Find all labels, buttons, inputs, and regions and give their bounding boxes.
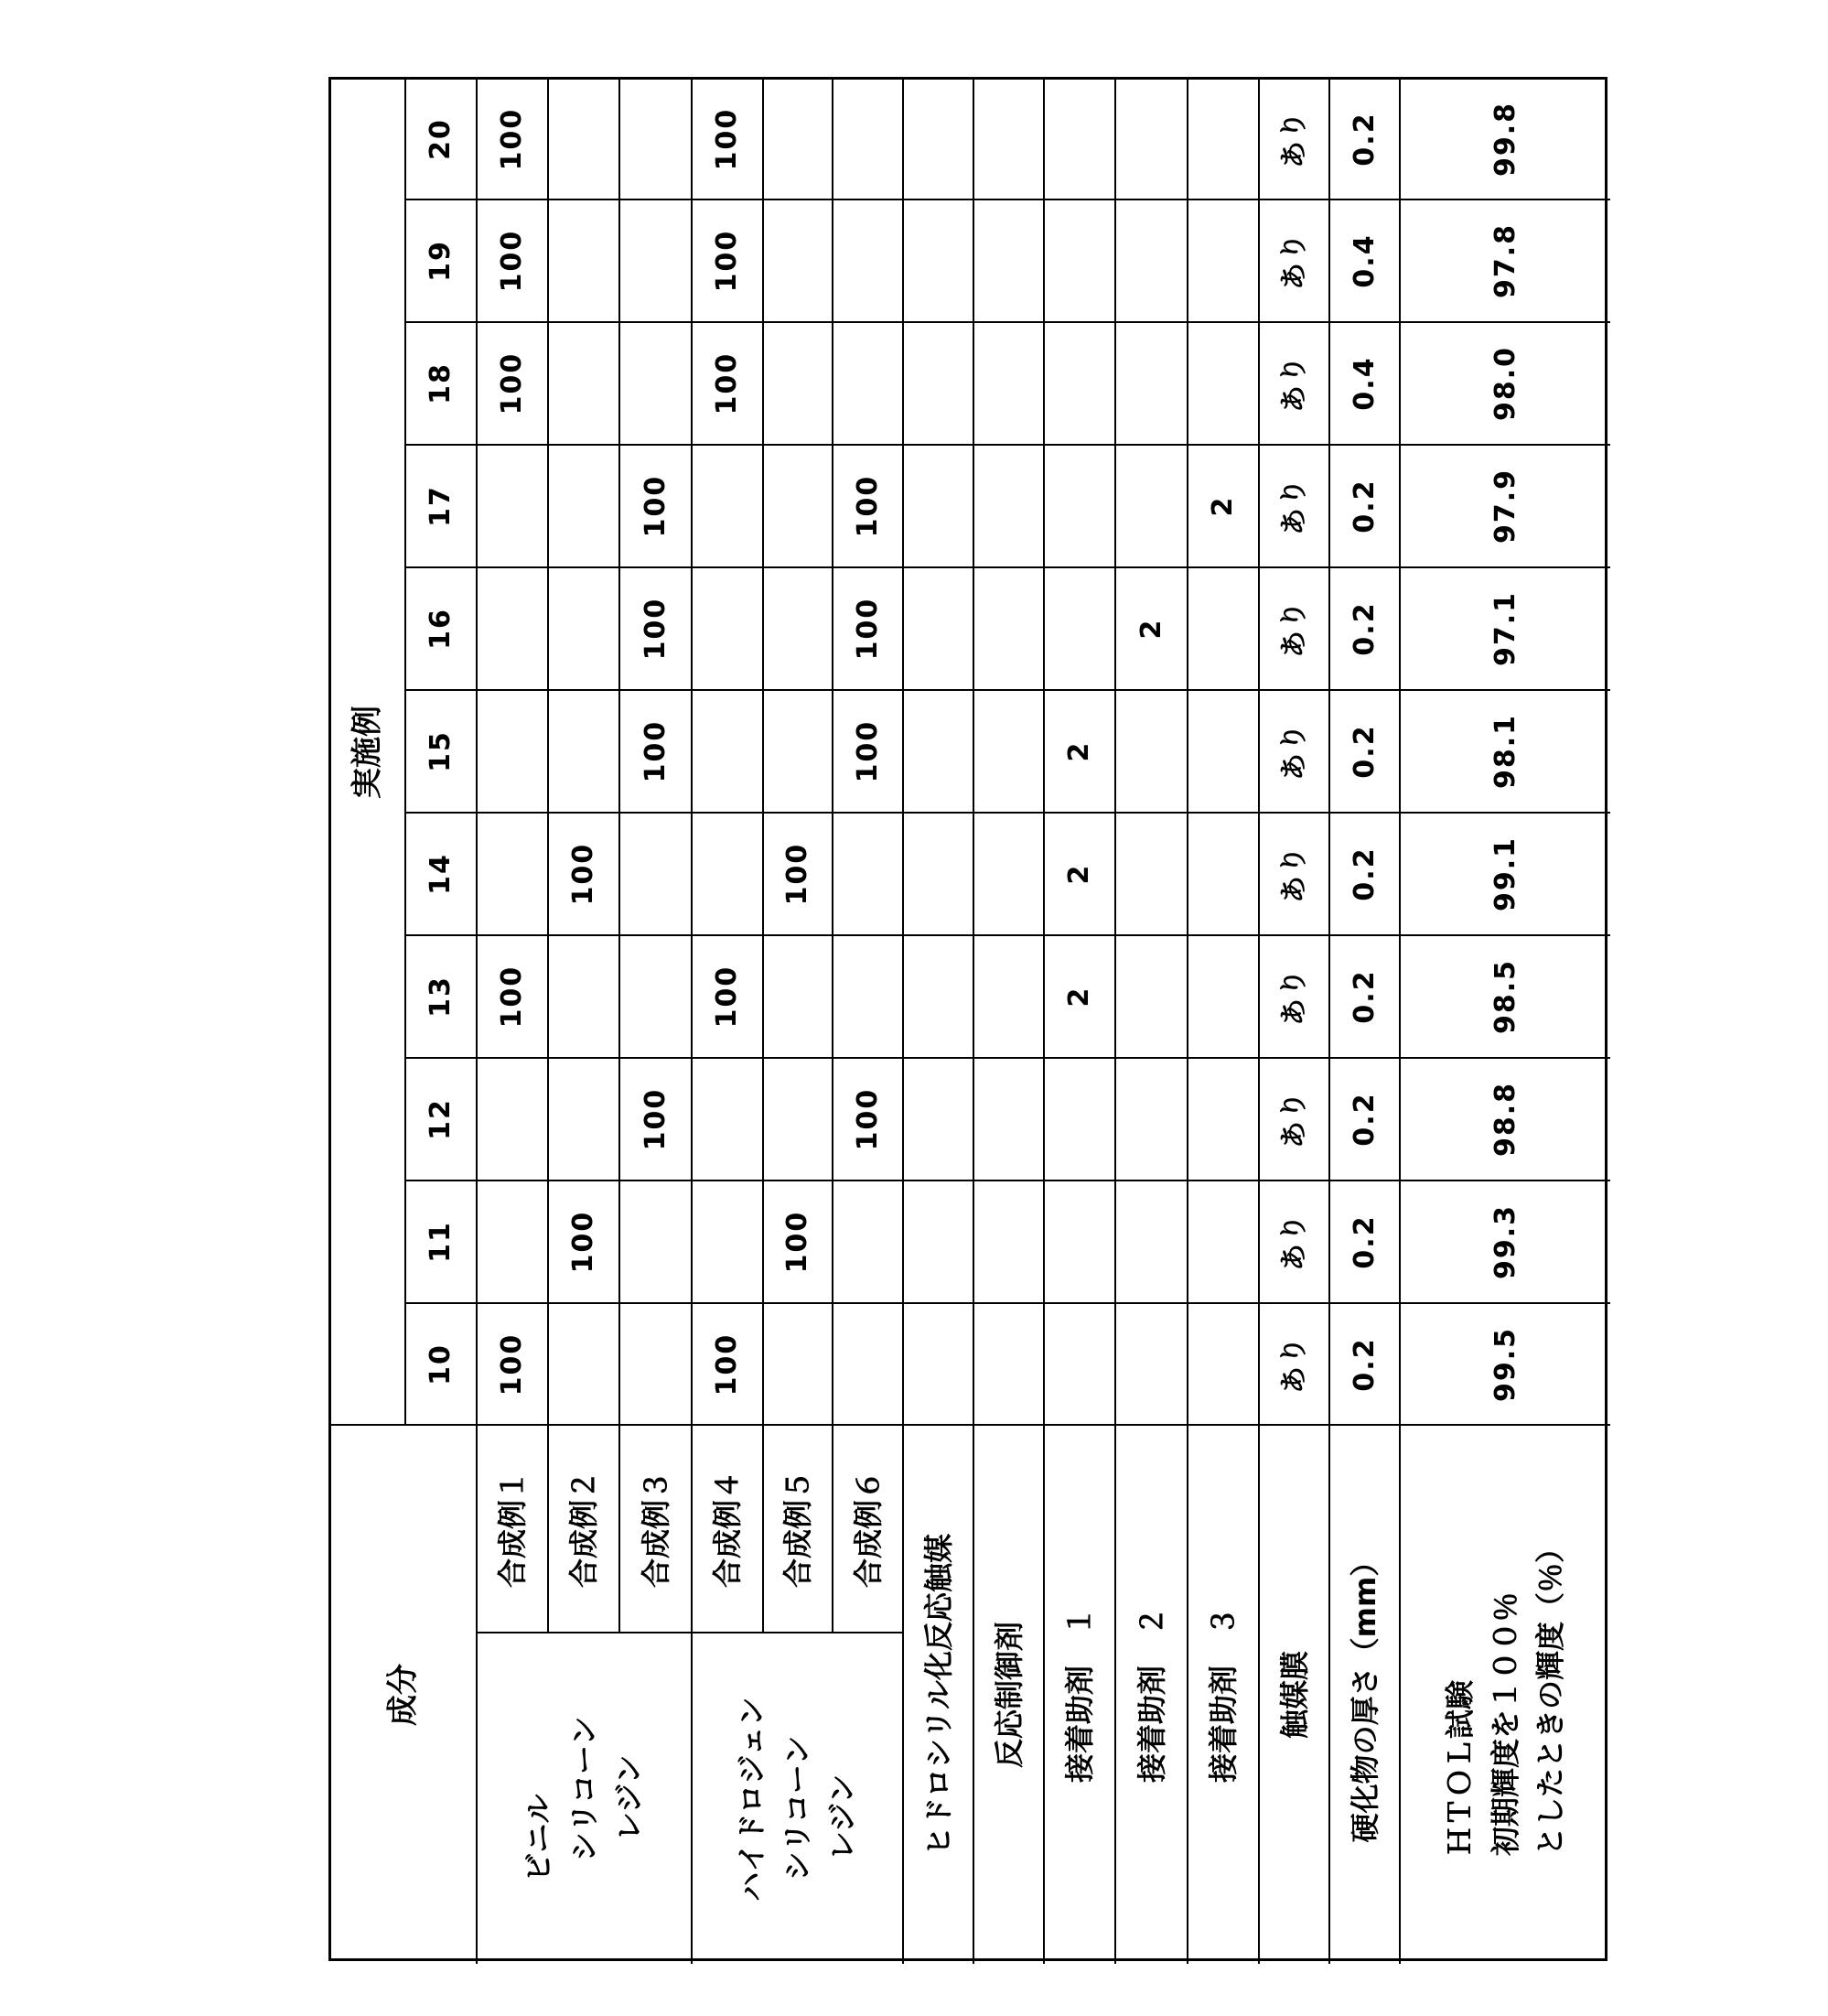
cell-16-syn3-text: 100: [639, 597, 672, 661]
cell-12-adh2: [1116, 1059, 1188, 1181]
cell-12-syn5: [764, 1059, 833, 1181]
cell-16-film-text: あり: [1277, 599, 1310, 658]
cell-13-adh1: [1045, 936, 1116, 1059]
example-number-19-text: 19: [425, 240, 457, 282]
cell-15-syn4: [693, 691, 764, 814]
cell-14-htol-text: 99.1: [1489, 836, 1522, 912]
row-label-thickness: [1330, 1426, 1401, 1964]
cell-17-syn3: [620, 446, 693, 568]
cell-14-adh3: [1188, 814, 1260, 936]
row-label-syn1-text: 合成例１: [494, 1470, 530, 1588]
row-label-adh2-text: 接着助剤 ２: [1134, 1606, 1169, 1784]
cell-16-adh2: [1116, 568, 1188, 691]
cell-10-syn2: [549, 1304, 620, 1426]
example-number-14: [406, 814, 478, 936]
cell-11-syn2-text: 100: [567, 1210, 599, 1274]
cell-10-adh2: [1116, 1304, 1188, 1426]
cell-12-syn6-text: 100: [851, 1087, 884, 1151]
cell-11-catalyst: [904, 1181, 974, 1304]
cell-19-syn1: [478, 200, 549, 323]
cell-17-thickness: [1330, 446, 1401, 568]
example-number-12-text: 12: [425, 1098, 457, 1140]
row-label-syn1: [478, 1426, 549, 1633]
cell-15-adh1-text: 2: [1063, 740, 1095, 762]
cell-12-syn1: [478, 1059, 549, 1181]
row-label-syn2-text: 合成例２: [565, 1470, 601, 1588]
cell-10-film-text: あり: [1277, 1334, 1310, 1394]
cell-16-syn5: [764, 568, 833, 691]
cell-16-film: [1260, 568, 1330, 691]
cell-19-film: [1260, 200, 1330, 323]
cell-13-syn3: [620, 936, 693, 1059]
cell-16-syn3: [620, 568, 693, 691]
cell-19-film-text: あり: [1277, 232, 1310, 290]
cell-15-thickness-text: 0.2: [1348, 724, 1381, 779]
group-label-vinyl: [478, 1633, 693, 1964]
cell-15-syn6: [833, 691, 904, 814]
cell-17-syn2: [549, 446, 620, 568]
row-label-htol: [1401, 1426, 1610, 1964]
row-label-syn5-text: 合成例５: [780, 1470, 815, 1588]
cell-19-catalyst: [904, 200, 974, 323]
cell-10-thickness-text: 0.2: [1348, 1336, 1381, 1392]
cell-20-syn1: [478, 80, 549, 200]
cell-14-thickness: [1330, 814, 1401, 936]
example-number-17-text: 17: [425, 485, 457, 527]
cell-11-thickness-text: 0.2: [1348, 1214, 1381, 1269]
examples-header-text: 実施例: [349, 705, 386, 799]
example-number-17: [406, 446, 478, 568]
cell-20-film-text: あり: [1277, 110, 1310, 168]
cell-14-syn5-text: 100: [781, 842, 813, 906]
cell-18-catalyst: [904, 323, 974, 446]
cell-11-adh3: [1188, 1181, 1260, 1304]
cell-19-syn3: [620, 200, 693, 323]
cell-20-adh2: [1116, 80, 1188, 200]
cell-18-inhibitor: [974, 323, 1045, 446]
cell-16-adh1: [1045, 568, 1116, 691]
cell-19-syn1-text: 100: [496, 229, 528, 293]
cell-13-adh1-text: 2: [1063, 986, 1095, 1008]
cell-15-adh2: [1116, 691, 1188, 814]
cell-17-adh3: [1188, 446, 1260, 568]
cell-19-thickness-text: 0.4: [1348, 233, 1381, 288]
component-header: [331, 1426, 478, 1964]
cell-19-htol: [1401, 200, 1610, 323]
cell-15-syn2: [549, 691, 620, 814]
cell-20-syn2: [549, 80, 620, 200]
cell-16-syn6-text: 100: [851, 597, 884, 661]
cell-20-thickness-text: 0.2: [1348, 112, 1381, 167]
cell-19-thickness: [1330, 200, 1401, 323]
cell-10-syn1: [478, 1304, 549, 1426]
cell-10-syn4-text: 100: [711, 1332, 743, 1396]
cell-18-syn6: [833, 323, 904, 446]
row-label-adh1: [1045, 1426, 1116, 1964]
cell-13-inhibitor: [974, 936, 1045, 1059]
cell-15-film-text: あり: [1277, 722, 1310, 781]
cell-15-syn5: [764, 691, 833, 814]
example-number-18: [406, 323, 478, 446]
cell-17-syn1: [478, 446, 549, 568]
row-label-inhibitor-text: 反応制御剤: [991, 1621, 1027, 1769]
row-label-syn5: [764, 1426, 833, 1633]
cell-13-film-text: あり: [1277, 967, 1310, 1026]
row-label-syn6-text: 合成例６: [850, 1470, 886, 1588]
cell-19-adh1: [1045, 200, 1116, 323]
cell-20-syn6: [833, 80, 904, 200]
examples-table: [328, 77, 1608, 1961]
cell-19-adh2: [1116, 200, 1188, 323]
cell-14-htol: [1401, 814, 1610, 936]
cell-15-inhibitor: [974, 691, 1045, 814]
cell-20-syn1-text: 100: [496, 107, 528, 171]
cell-11-syn3: [620, 1181, 693, 1304]
cell-17-adh3-text: 2: [1207, 495, 1239, 517]
cell-14-syn2-text: 100: [567, 842, 599, 906]
cell-17-inhibitor: [974, 446, 1045, 568]
cell-18-film-text: あり: [1277, 354, 1310, 413]
cell-15-syn1: [478, 691, 549, 814]
cell-11-syn5-text: 100: [781, 1210, 813, 1274]
cell-19-adh3: [1188, 200, 1260, 323]
cell-19-syn4-text: 100: [711, 229, 743, 293]
cell-11-htol: [1401, 1181, 1610, 1304]
cell-12-inhibitor: [974, 1059, 1045, 1181]
cell-12-syn4: [693, 1059, 764, 1181]
row-label-adh2: [1116, 1426, 1188, 1964]
cell-11-htol-text: 99.3: [1489, 1203, 1522, 1280]
cell-13-adh3: [1188, 936, 1260, 1059]
cell-10-film: [1260, 1304, 1330, 1426]
example-number-14-text: 14: [425, 853, 457, 895]
cell-14-syn2: [549, 814, 620, 936]
row-label-catalyst-text: ヒドロシリル化反応触媒: [920, 1533, 956, 1857]
cell-17-syn6: [833, 446, 904, 568]
group-label-hydrogen-text: ハイドロジェン シリコーン レジン: [734, 1696, 860, 1902]
cell-19-syn4: [693, 200, 764, 323]
example-number-10: [406, 1304, 478, 1426]
cell-17-syn5: [764, 446, 833, 568]
example-number-15: [406, 691, 478, 814]
cell-18-adh2: [1116, 323, 1188, 446]
example-number-11-text: 11: [425, 1221, 457, 1263]
cell-13-adh2: [1116, 936, 1188, 1059]
cell-17-catalyst: [904, 446, 974, 568]
cell-11-syn4: [693, 1181, 764, 1304]
example-number-13: [406, 936, 478, 1059]
cell-12-syn2: [549, 1059, 620, 1181]
cell-18-htol-text: 98.0: [1489, 345, 1522, 422]
cell-18-htol: [1401, 323, 1610, 446]
cell-19-syn6: [833, 200, 904, 323]
cell-17-adh1: [1045, 446, 1116, 568]
example-number-16: [406, 568, 478, 691]
cell-10-syn4: [693, 1304, 764, 1426]
cell-10-adh3: [1188, 1304, 1260, 1426]
cell-13-film: [1260, 936, 1330, 1059]
cell-19-syn2: [549, 200, 620, 323]
row-label-syn3: [620, 1426, 693, 1633]
cell-15-syn3: [620, 691, 693, 814]
cell-15-syn6-text: 100: [851, 719, 884, 783]
cell-11-film: [1260, 1181, 1330, 1304]
cell-16-thickness: [1330, 568, 1401, 691]
cell-16-syn4: [693, 568, 764, 691]
group-label-vinyl-text: ビニル シリコーン レジン: [521, 1715, 647, 1882]
cell-19-inhibitor: [974, 200, 1045, 323]
cell-20-thickness: [1330, 80, 1401, 200]
cell-11-film-text: あり: [1277, 1213, 1310, 1271]
cell-12-syn3-text: 100: [639, 1087, 672, 1151]
row-label-syn6: [833, 1426, 904, 1633]
cell-11-syn1: [478, 1181, 549, 1304]
cell-17-syn4: [693, 446, 764, 568]
cell-16-catalyst: [904, 568, 974, 691]
cell-13-syn1-text: 100: [496, 965, 528, 1029]
cell-12-thickness: [1330, 1059, 1401, 1181]
cell-19-htol-text: 97.8: [1489, 222, 1522, 299]
cell-15-film: [1260, 691, 1330, 814]
cell-19-syn5: [764, 200, 833, 323]
cell-12-syn6: [833, 1059, 904, 1181]
cell-20-adh1: [1045, 80, 1116, 200]
example-number-20-text: 20: [425, 118, 457, 160]
cell-18-syn2: [549, 323, 620, 446]
cell-14-syn1: [478, 814, 549, 936]
cell-16-adh2-text: 2: [1134, 618, 1167, 640]
row-label-adh1-text: 接着助剤 １: [1061, 1606, 1097, 1784]
cell-13-syn4-text: 100: [711, 965, 743, 1029]
cell-17-htol: [1401, 446, 1610, 568]
cell-17-syn6-text: 100: [851, 474, 884, 538]
cell-12-thickness-text: 0.2: [1348, 1092, 1381, 1147]
cell-10-syn3: [620, 1304, 693, 1426]
cell-14-syn4: [693, 814, 764, 936]
row-label-htol-text: ＨＴＯＬ試験 初期輝度を１００％ としたときの輝度（％）: [1442, 1533, 1568, 1857]
cell-14-syn6: [833, 814, 904, 936]
cell-10-syn6: [833, 1304, 904, 1426]
cell-17-film-text: あり: [1277, 477, 1310, 535]
cell-13-syn5: [764, 936, 833, 1059]
row-label-syn4-text: 合成例４: [709, 1470, 745, 1588]
cell-17-film: [1260, 446, 1330, 568]
cell-15-thickness: [1330, 691, 1401, 814]
row-label-adh3-text: 接着助剤 ３: [1205, 1606, 1241, 1784]
cell-13-htol: [1401, 936, 1610, 1059]
cell-11-thickness: [1330, 1181, 1401, 1304]
cell-18-syn1: [478, 323, 549, 446]
group-label-hydrogen: [693, 1633, 904, 1964]
cell-20-catalyst: [904, 80, 974, 200]
cell-10-thickness: [1330, 1304, 1401, 1426]
cell-20-inhibitor: [974, 80, 1045, 200]
row-label-thickness-text: 硬化物の厚さ（mm）: [1347, 1547, 1382, 1843]
cell-18-syn4-text: 100: [711, 351, 743, 415]
cell-11-syn5: [764, 1181, 833, 1304]
cell-11-syn6: [833, 1181, 904, 1304]
cell-11-adh2: [1116, 1181, 1188, 1304]
cell-18-thickness: [1330, 323, 1401, 446]
cell-14-syn5: [764, 814, 833, 936]
cell-15-htol-text: 98.1: [1489, 713, 1522, 790]
cell-12-film-text: あり: [1277, 1090, 1310, 1148]
cell-18-film: [1260, 323, 1330, 446]
cell-14-syn3: [620, 814, 693, 936]
cell-10-syn5: [764, 1304, 833, 1426]
cell-18-syn1-text: 100: [496, 351, 528, 415]
cell-16-thickness-text: 0.2: [1348, 601, 1381, 656]
cell-14-adh1: [1045, 814, 1116, 936]
cell-20-htol-text: 99.8: [1489, 101, 1522, 178]
cell-17-htol-text: 97.9: [1489, 468, 1522, 544]
row-label-syn4: [693, 1426, 764, 1633]
example-number-20: [406, 80, 478, 200]
example-number-12: [406, 1059, 478, 1181]
cell-14-adh2: [1116, 814, 1188, 936]
component-header-text: 成分: [384, 1664, 422, 1726]
cell-12-adh3: [1188, 1059, 1260, 1181]
row-label-catalyst: [904, 1426, 974, 1964]
cell-16-htol: [1401, 568, 1610, 691]
cell-18-adh3: [1188, 323, 1260, 446]
example-number-16-text: 16: [425, 608, 457, 650]
cell-14-inhibitor: [974, 814, 1045, 936]
cell-18-thickness-text: 0.4: [1348, 356, 1381, 411]
cell-20-syn4-text: 100: [711, 107, 743, 171]
cell-18-syn4: [693, 323, 764, 446]
cell-17-adh2: [1116, 446, 1188, 568]
cell-15-syn3-text: 100: [639, 719, 672, 783]
cell-15-adh1: [1045, 691, 1116, 814]
cell-10-htol: [1401, 1304, 1610, 1426]
cell-14-adh1-text: 2: [1063, 863, 1095, 885]
cell-13-htol-text: 98.5: [1489, 958, 1522, 1035]
row-label-adh3: [1188, 1426, 1260, 1964]
cell-18-adh1: [1045, 323, 1116, 446]
cell-15-adh3: [1188, 691, 1260, 814]
cell-10-syn1-text: 100: [496, 1332, 528, 1396]
cell-16-htol-text: 97.1: [1489, 590, 1522, 667]
row-label-film-text: 触媒膜: [1276, 1650, 1312, 1740]
cell-13-thickness: [1330, 936, 1401, 1059]
cell-17-syn3-text: 100: [639, 474, 672, 538]
cell-17-thickness-text: 0.2: [1348, 479, 1381, 534]
cell-16-syn1: [478, 568, 549, 691]
cell-11-inhibitor: [974, 1181, 1045, 1304]
cell-10-catalyst: [904, 1304, 974, 1426]
cell-20-film: [1260, 80, 1330, 200]
cell-18-syn3: [620, 323, 693, 446]
cell-14-film-text: あり: [1277, 845, 1310, 903]
cell-13-syn2: [549, 936, 620, 1059]
cell-11-adh1: [1045, 1181, 1116, 1304]
row-label-syn2: [549, 1426, 620, 1633]
row-label-syn3-text: 合成例３: [638, 1470, 673, 1588]
cell-16-adh3: [1188, 568, 1260, 691]
cell-13-syn1: [478, 936, 549, 1059]
row-label-inhibitor: [974, 1426, 1045, 1964]
cell-15-catalyst: [904, 691, 974, 814]
cell-12-catalyst: [904, 1059, 974, 1181]
cell-14-catalyst: [904, 814, 974, 936]
cell-13-syn6: [833, 936, 904, 1059]
cell-12-adh1: [1045, 1059, 1116, 1181]
cell-14-thickness-text: 0.2: [1348, 846, 1381, 901]
cell-20-adh3: [1188, 80, 1260, 200]
cell-14-film: [1260, 814, 1330, 936]
cell-12-htol-text: 98.8: [1489, 1081, 1522, 1158]
cell-15-htol: [1401, 691, 1610, 814]
row-label-film: [1260, 1426, 1330, 1964]
examples-header: [331, 80, 406, 1426]
cell-13-thickness-text: 0.2: [1348, 969, 1381, 1024]
cell-16-inhibitor: [974, 568, 1045, 691]
cell-20-htol: [1401, 80, 1610, 200]
cell-12-htol: [1401, 1059, 1610, 1181]
cell-13-syn4: [693, 936, 764, 1059]
cell-10-adh1: [1045, 1304, 1116, 1426]
cell-18-syn5: [764, 323, 833, 446]
cell-16-syn6: [833, 568, 904, 691]
cell-20-syn4: [693, 80, 764, 200]
example-number-10-text: 10: [425, 1342, 457, 1385]
cell-20-syn5: [764, 80, 833, 200]
example-number-18-text: 18: [425, 362, 457, 404]
cell-12-film: [1260, 1059, 1330, 1181]
example-number-15-text: 15: [425, 730, 457, 772]
cell-10-inhibitor: [974, 1304, 1045, 1426]
cell-11-syn2: [549, 1181, 620, 1304]
cell-12-syn3: [620, 1059, 693, 1181]
cell-10-htol-text: 99.5: [1489, 1326, 1522, 1402]
example-number-19: [406, 200, 478, 323]
cell-16-syn2: [549, 568, 620, 691]
example-number-13-text: 13: [425, 976, 457, 1018]
example-number-11: [406, 1181, 478, 1304]
cell-13-catalyst: [904, 936, 974, 1059]
cell-20-syn3: [620, 80, 693, 200]
